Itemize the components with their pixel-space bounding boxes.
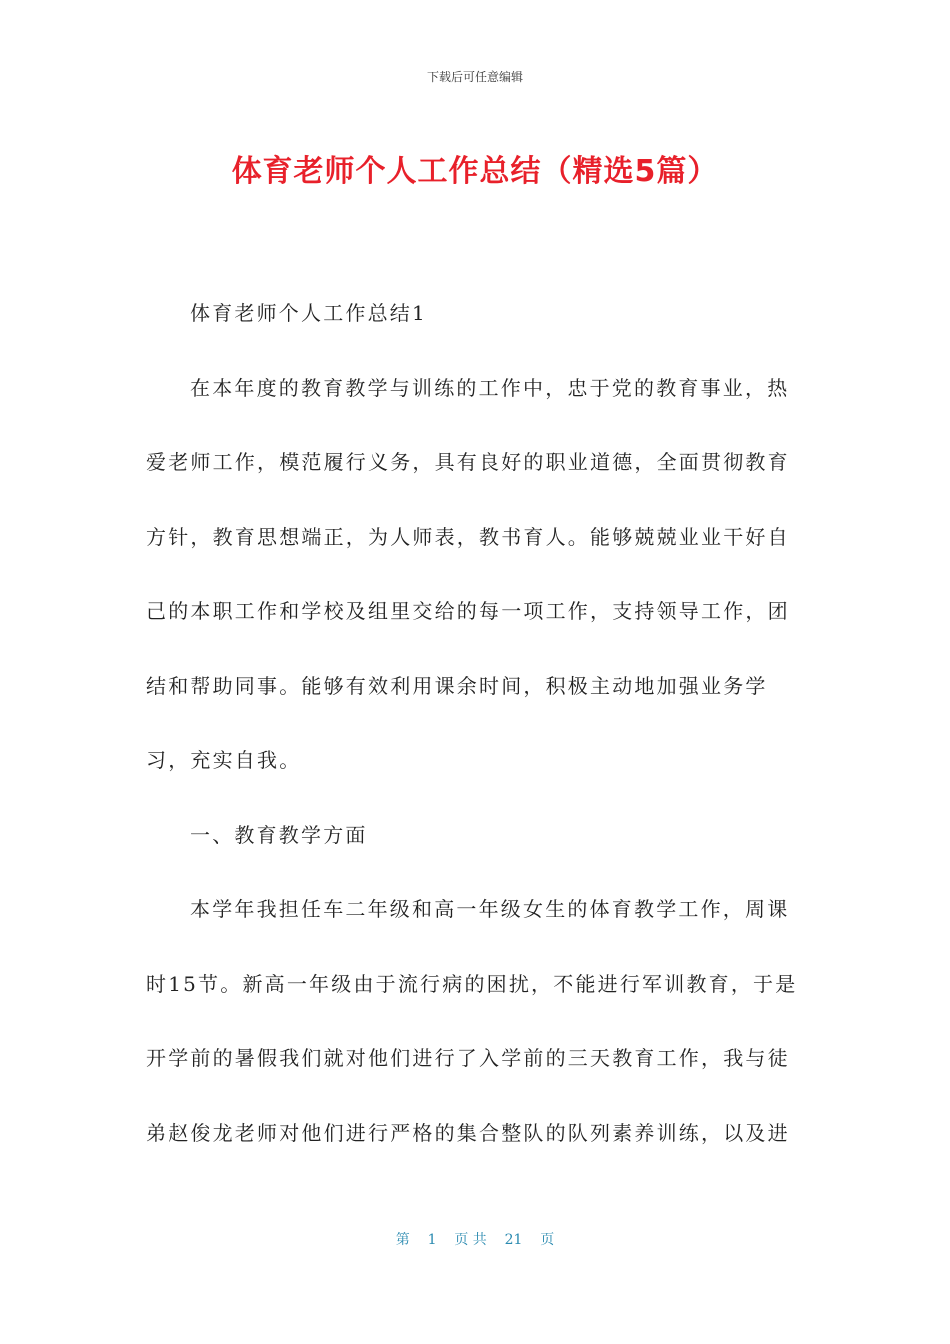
footer-mid: 页 共 [454,1232,487,1248]
document-body [146,276,806,1170]
paragraph: 本学年我担任车二年级和高一年级女生的体育教学工作，周课时15节。新高一年级由于流行病的困扰，不能进行军训教育，于是开学前的暑假我们就对他们进行了入学前的三天教育工作，我与徒弟赵俊龙老师对他们进行严格的集合整队的队列素养训练，以及进 [146,897,798,1145]
subheading: 一、教育教学方面 [190,822,368,847]
footer-suffix: 页 [540,1232,555,1248]
footer-prefix: 第 [395,1232,410,1248]
footer-total-pages: 21 [504,1232,523,1248]
section-heading: 体育老师个人工作总结1 [190,301,427,325]
paragraph: 在本年度的教育教学与训练的工作中，忠于党的教育事业，热爱老师工作，模范履行义务，具有良好的职业道德，全面贯彻教育方针，教育思想端正，为人师表，教书育人。能够兢兢业业干好自己的本职工作和学校及组里交给的每一项工作，支持领导工作，团结和帮助同事。能够有效利用课余时间，积极主动地加强业务学习，充实自我。 [146,375,790,772]
header-note: 下载后可任意编辑 [426,70,523,84]
page-footer [0,1229,950,1249]
document-title: 体育老师个人工作总结（精选5篇） [231,154,719,189]
footer-page-number: 1 [427,1232,437,1248]
